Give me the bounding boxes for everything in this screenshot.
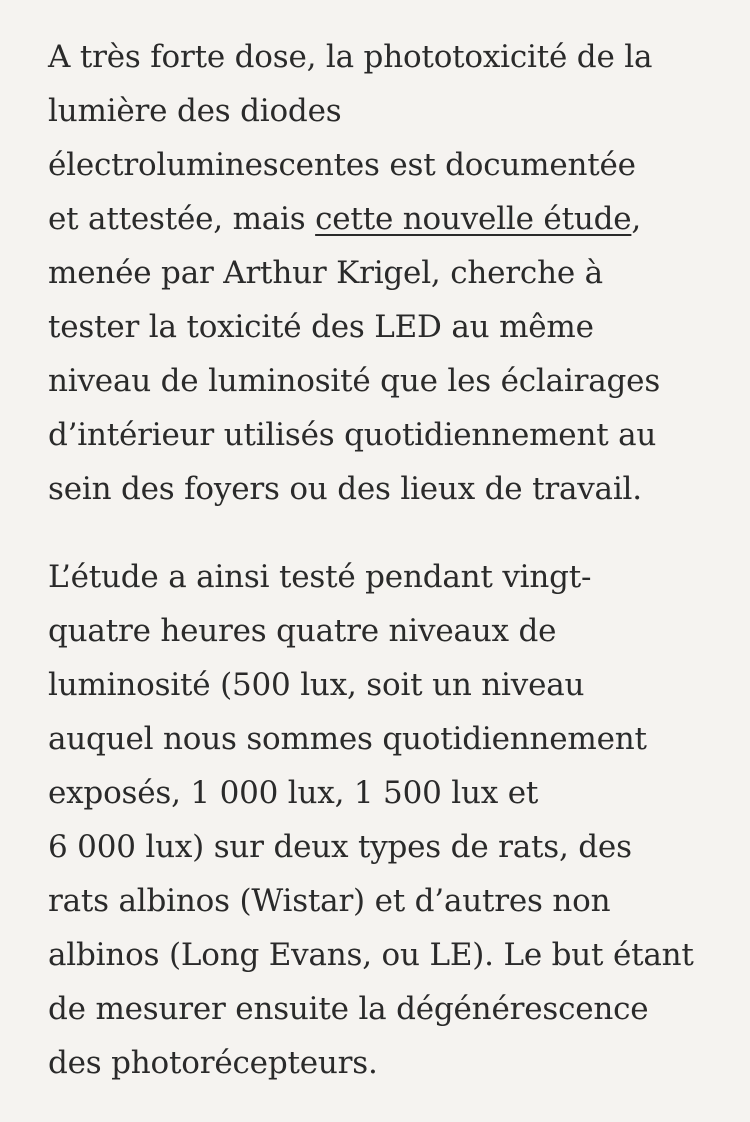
text-line: albinos (Long Evans, ou LE). Le but étant [48,937,694,973]
text-line: des photorécepteurs. [48,1045,378,1081]
text-line-with-link [48,192,702,246]
text-line: exposés, 1 000 lux, 1 500 lux et [48,775,539,811]
study-link[interactable]: cette nouvelle étude [315,201,632,237]
text-segment: et attestée, mais [48,201,316,237]
text-line: luminosité (500 lux, soit un niveau [48,667,585,703]
text-line: sein des foyers ou des lieux de travail. [48,471,642,507]
text-line: A très forte dose, la phototoxicité de la [48,39,653,75]
text-line: 6 000 lux) sur deux types de rats, des [48,829,632,865]
text-line: L’étude a ainsi testé pendant vingt- [48,559,592,595]
text-line: niveau de luminosité que les éclairages [48,363,661,399]
text-segment: , [631,201,642,237]
text-line: d’intérieur utilisés quotidiennement au [48,417,657,453]
paragraph-1 [48,30,702,516]
text-line: rats albinos (Wistar) et d’autres non [48,883,611,919]
paragraph-2 [48,550,702,1090]
text-line: auquel nous sommes quotidiennement [48,721,647,757]
text-line: quatre heures quatre niveaux de [48,613,557,649]
text-line: tester la toxicité des LED au même [48,309,594,345]
text-line: de mesurer ensuite la dégénérescence [48,991,649,1027]
text-line: lumière des diodes [48,93,342,129]
text-line: menée par Arthur Krigel, cherche à [48,255,603,291]
text-line: électroluminescentes est documentée [48,147,636,183]
